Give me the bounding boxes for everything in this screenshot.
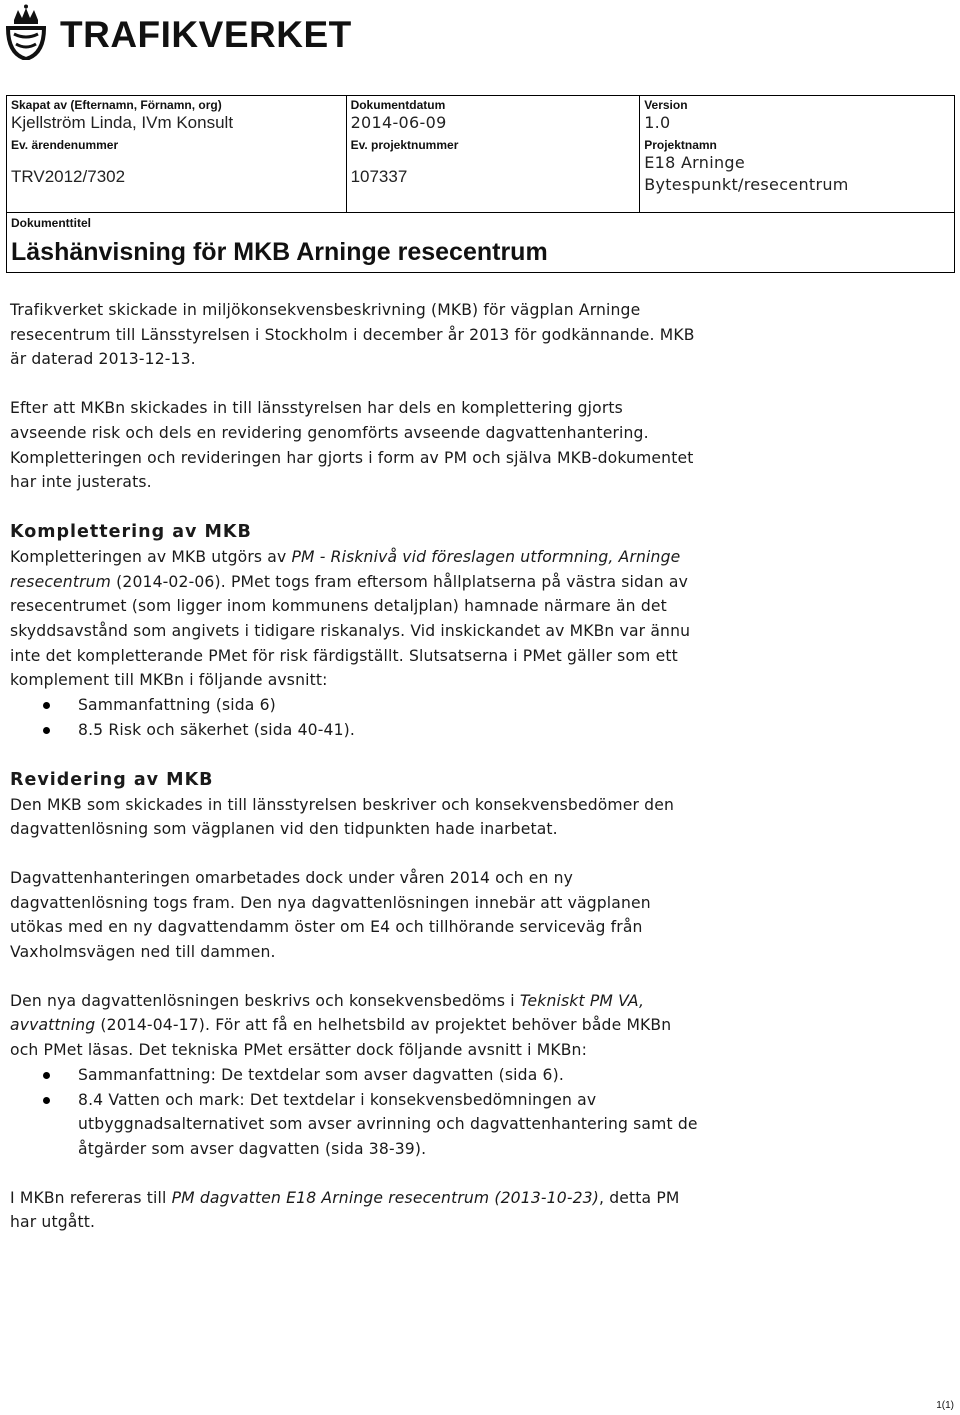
revidering-list: [10, 1063, 700, 1162]
closing-text-a: I MKBn refereras till: [10, 1188, 172, 1207]
page-number: 1(1): [936, 1400, 954, 1411]
logo-wordmark: TRAFIKVERKET: [60, 14, 352, 55]
komplettering-list: [10, 693, 700, 742]
projektnummer-value: 107337: [350, 167, 408, 186]
document-meta-table: [6, 95, 955, 273]
background-paragraph: Efter att MKBn skickades in till länsstyrelsen har dels en komplettering gjorts avseende risk och dels en revidering genomförts avseende dagvattenhantering. Kompletteringen och revideringen har gjorts i form av PM och själva MKB-dokumentet har inte justerats.: [10, 399, 694, 492]
arendenummer-label: Ev. ärendenummer: [11, 138, 119, 152]
revidering-paragraph-2: Dagvattenhanteringen omarbetades dock under våren 2014 och en ny dagvattenlösning togs fram. Den nya dagvattenlösningen innebär att vägplanen utökas med en ny dagvattendamm öster om E4 och tillhörande serviceväg från Vaxholmsvägen ned till dammen.: [10, 868, 651, 962]
komplettering-text-b: (2014-02-06). PMet togs fram eftersom hållplatserna på västra sidan av resecentrumet (som ligger inom kommunens detaljplan) hamnade närmare än det skyddsavstånd som angivets i tidigare riskanalys. Vid inskickandet av MKBn var ännu inte det kompletterande PMet för risk färdigställt. Slutsatserna i PMet gäller som ett komplement till MKBn i följande avsnitt:: [10, 572, 691, 690]
dokumentdatum-value: 2014-06-09: [350, 113, 447, 132]
closing-text-b: , detta PM har utgått.: [10, 1188, 680, 1232]
revidering-paragraph-1: Den MKB som skickades in till länsstyrelsen beskriver och konsekvensbedömer den dagvattenlösning som vägplanen vid den tidpunkten hade inarbetat.: [10, 795, 675, 839]
revidering-text-a: Den nya dagvattenlösningen beskrivs och konsekvensbedöms i: [10, 991, 520, 1010]
closing-paragraph: [10, 1186, 700, 1235]
komplettering-section: [10, 519, 700, 743]
revidering-text-b: (2014-04-17). För att få en helhetsbild av projektet behöver både MKBn och PMet läsas. Det tekniska PMet ersätter dock följande avsnitt i MKBn:: [10, 1016, 672, 1060]
projektnamn-label: Projektnamn: [644, 138, 717, 152]
revidering-heading: Revidering av MKB: [10, 769, 214, 790]
trafikverket-logo: [4, 4, 352, 64]
list-item: 8.4 Vatten och mark: Det textdelar i konsekvensbedömningen av utbyggnadsalternativet som avser avrinning och dagvattenhantering samt de åtgärder som avser dagvatten (sida 38-39).: [78, 1088, 700, 1162]
projektnamn-line1: E18 Arninge: [644, 153, 746, 172]
dokumenttitel-label: Dokumenttitel: [11, 215, 92, 230]
komplettering-text-a: Kompletteringen av MKB utgörs av: [10, 547, 292, 566]
projektnummer-label: Ev. projektnummer: [350, 138, 459, 152]
list-item: 8.5 Risk och säkerhet (sida 40-41).: [78, 718, 700, 743]
komplettering-pm-title: PM - Risknivå vid föreslagen utformning, Arninge resecentrum: [10, 547, 681, 591]
dokumenttitel-value: Läshänvisning för MKB Arninge resecentrum: [11, 237, 548, 266]
revidering-pm-title: Tekniskt PM VA, avvattning: [10, 991, 645, 1035]
version-value: 1.0: [644, 113, 671, 132]
projektnamn-line2: Bytespunkt/resecentrum: [644, 175, 849, 194]
document-body: [10, 298, 700, 1259]
closing-pm-title: PM dagvatten E18 Arninge resecentrum (2013-10-23): [171, 1188, 599, 1207]
intro-paragraph: Trafikverket skickade in miljökonsekvensbeskrivning (MKB) för vägplan Arninge resecentrum till Länsstyrelsen i Stockholm i december år 2013 för godkännande. MKB är daterad 2013-12-13.: [10, 301, 695, 369]
arendenummer-value: TRV2012/7302: [11, 167, 126, 186]
list-item: Sammanfattning: De textdelar som avser dagvatten (sida 6).: [78, 1063, 700, 1088]
skapat-value: Kjellström Linda, IVm Konsult: [11, 113, 234, 132]
komplettering-paragraph: [10, 545, 700, 693]
version-label: Version: [644, 98, 688, 112]
list-item: Sammanfattning (sida 6): [78, 693, 700, 718]
skapat-label: Skapat av (Efternamn, Förnamn, org): [11, 98, 222, 112]
komplettering-heading: Komplettering av MKB: [10, 521, 252, 542]
revidering-paragraph-3: [10, 989, 700, 1063]
crown-emblem-icon: [4, 4, 48, 60]
dokumentdatum-label: Dokumentdatum: [350, 98, 446, 112]
